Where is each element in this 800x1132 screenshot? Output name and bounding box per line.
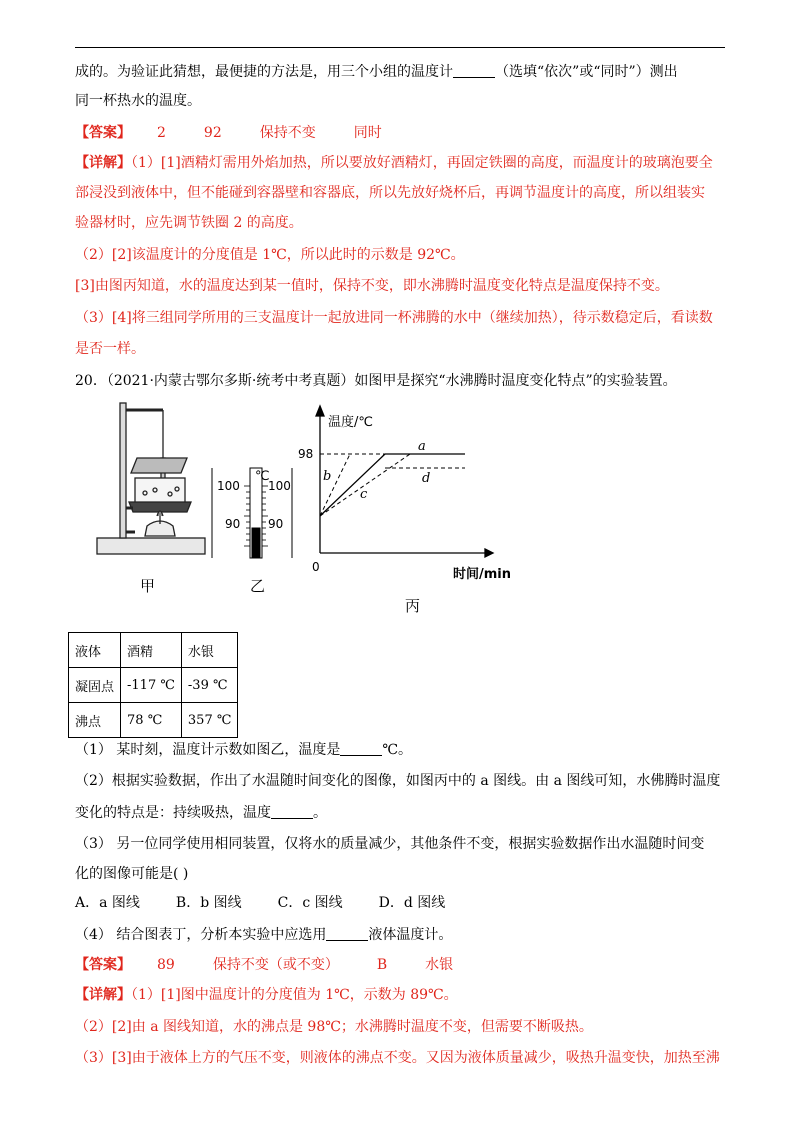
apparatus-illustration bbox=[97, 403, 205, 554]
q20-options bbox=[75, 893, 481, 913]
table-cell: 357 ℃ bbox=[181, 703, 238, 738]
q20-part-4 bbox=[75, 925, 452, 945]
detail-tag: 【详解】 bbox=[75, 987, 131, 1003]
graph-origin: 0 bbox=[312, 560, 320, 574]
thermo-90-left: 90 bbox=[225, 517, 241, 531]
header-rule bbox=[75, 47, 725, 48]
q20-part-2b bbox=[75, 803, 327, 823]
option-d[interactable]: D．d 图线 bbox=[378, 895, 446, 911]
table-row bbox=[69, 633, 238, 668]
question-text: （1） 某时刻，温度计示数如图乙，温度是 bbox=[75, 742, 341, 758]
table-row bbox=[69, 703, 238, 738]
label-b: b bbox=[323, 469, 332, 484]
answer-value: 92 bbox=[203, 125, 222, 141]
q19-detail-2: （2）[2]该温度计的分度值是 1℃，所以此时的示数是 92℃。 bbox=[75, 247, 465, 263]
q20-part-3b: 化的图像可能是( ) bbox=[75, 866, 189, 882]
answer-value: 水银 bbox=[425, 957, 454, 973]
figure-label-yi: 乙 bbox=[250, 577, 266, 595]
table-cell: 液体 bbox=[69, 633, 121, 668]
option-c[interactable]: C．c 图线 bbox=[277, 895, 343, 911]
q20-answer bbox=[75, 955, 491, 975]
table-cell: -39 ℃ bbox=[181, 668, 238, 703]
answer-value: 同时 bbox=[353, 125, 382, 141]
answer-value: 89 bbox=[157, 957, 175, 973]
q19-detail-1b: 部浸没到液体中，但不能碰到容器壁和容器底，所以先放好烧杯后，再调节温度计的高度，所以组装实 bbox=[75, 185, 705, 201]
q19-line-2: 同一杯热水的温度。 bbox=[75, 93, 201, 109]
q19-line-1 bbox=[75, 62, 678, 82]
detail-text: （1）[1]酒精灯需用外焰加热，所以要放好酒精灯，再固定铁圈的高度，而温度计的玻璃泡要全 bbox=[131, 155, 713, 171]
graph-ylabel: 温度/℃ bbox=[328, 415, 373, 430]
detail-text: （1）[1]图中温度计的分度值为 1℃，示数为 89℃。 bbox=[131, 987, 458, 1003]
answer-tag: 【答案】 bbox=[75, 125, 131, 141]
thermo-unit: ℃ bbox=[255, 469, 270, 484]
answer-blank[interactable] bbox=[340, 741, 382, 756]
graph-tick-98: 98 bbox=[298, 447, 314, 461]
line-a bbox=[320, 454, 385, 516]
detail-tag: 【详解】 bbox=[75, 155, 131, 171]
label-d: d bbox=[422, 471, 431, 486]
q19-detail-1a bbox=[75, 153, 713, 173]
thermo-90-right: 90 bbox=[268, 517, 284, 531]
question-text: ℃。 bbox=[382, 742, 413, 758]
answer-value: 保持不变（或不变） bbox=[212, 957, 339, 973]
thermo-100-right: 100 bbox=[268, 479, 291, 493]
q19-text: 成的。为验证此猜想，最便捷的方法是，用三个小组的温度计 bbox=[75, 64, 453, 80]
answer-value: B bbox=[376, 957, 388, 973]
question-text: 液体温度计。 bbox=[368, 927, 453, 943]
table-cell: -117 ℃ bbox=[121, 668, 182, 703]
q20-detail-2: （2）[2]由 a 图线知道，水的沸点是 98℃；水沸腾时温度不变，但需要不断吸热。 bbox=[75, 1019, 593, 1035]
answer-value: 保持不变 bbox=[259, 125, 316, 141]
answer-tag: 【答案】 bbox=[75, 957, 131, 973]
table-cell: 78 ℃ bbox=[121, 703, 182, 738]
q20-part-3a: （3） 另一位同学使用相同装置，仅将水的质量减少，其他条件不变，根据实验数据作出水温随时间变 bbox=[75, 836, 705, 852]
q20-detail-1 bbox=[75, 985, 458, 1005]
figure-area bbox=[95, 398, 535, 608]
question-text: （4） 结合图表丁，分析本实验中应选用 bbox=[75, 927, 327, 943]
thermo-100-left: 100 bbox=[217, 479, 240, 493]
q20-part-1 bbox=[75, 740, 412, 760]
q19-text: （选填“依次”或“同时”）测出 bbox=[495, 64, 678, 80]
q20-part-2a: （2）根据实验数据，作出了水温随时间变化的图像，如图丙中的 a 图线。由 a 图线可知，水佛腾时温度 bbox=[75, 773, 721, 789]
properties-table bbox=[68, 632, 238, 738]
answer-value: 2 bbox=[157, 125, 166, 141]
label-a: a bbox=[418, 439, 426, 454]
label-c: c bbox=[360, 487, 368, 502]
graph-xlabel: 时间/min bbox=[453, 567, 512, 582]
figure-label-jia: 甲 bbox=[140, 577, 156, 595]
answer-blank[interactable] bbox=[271, 804, 313, 819]
option-a[interactable]: A．a 图线 bbox=[75, 895, 140, 911]
q19-detail-4a: （3）[4]将三组同学所用的三支温度计一起放进同一杯沸腾的水中（继续加热），待示数稳定后，看读数 bbox=[75, 310, 713, 326]
answer-blank[interactable] bbox=[326, 926, 368, 941]
line-b bbox=[320, 454, 350, 516]
question-text: 变化的特点是：持续吸热，温度 bbox=[75, 805, 271, 821]
q19-detail-1c: 验器材时，应先调节铁圈 2 的高度。 bbox=[75, 215, 303, 231]
table-cell: 凝固点 bbox=[69, 668, 121, 703]
answer-blank[interactable] bbox=[453, 63, 495, 78]
table-row bbox=[69, 668, 238, 703]
q19-answer bbox=[75, 123, 420, 143]
option-b[interactable]: B．b 图线 bbox=[175, 895, 242, 911]
q19-detail-4b: 是否一样。 bbox=[75, 341, 145, 357]
table-cell: 酒精 bbox=[121, 633, 182, 668]
table-cell: 水银 bbox=[181, 633, 238, 668]
question-text: 。 bbox=[313, 805, 327, 821]
q20-detail-3: （3）[3]由于液体上方的气压不变，则液体的沸点不变。又因为液体质量减少，吸热升温变快，加热至沸 bbox=[75, 1050, 720, 1066]
q19-detail-3: [3]由图丙知道，水的温度达到某一值时，保持不变，即水沸腾时温度变化特点是温度保持不变。 bbox=[75, 278, 669, 294]
q20-stem: 20．（2021·内蒙古鄂尔多斯·统考中考真题）如图甲是探究“水沸腾时温度变化特点”的实验装置。 bbox=[75, 373, 677, 389]
table-cell: 沸点 bbox=[69, 703, 121, 738]
line-c bbox=[320, 454, 410, 516]
figure-label-bing: 丙 bbox=[405, 597, 421, 615]
